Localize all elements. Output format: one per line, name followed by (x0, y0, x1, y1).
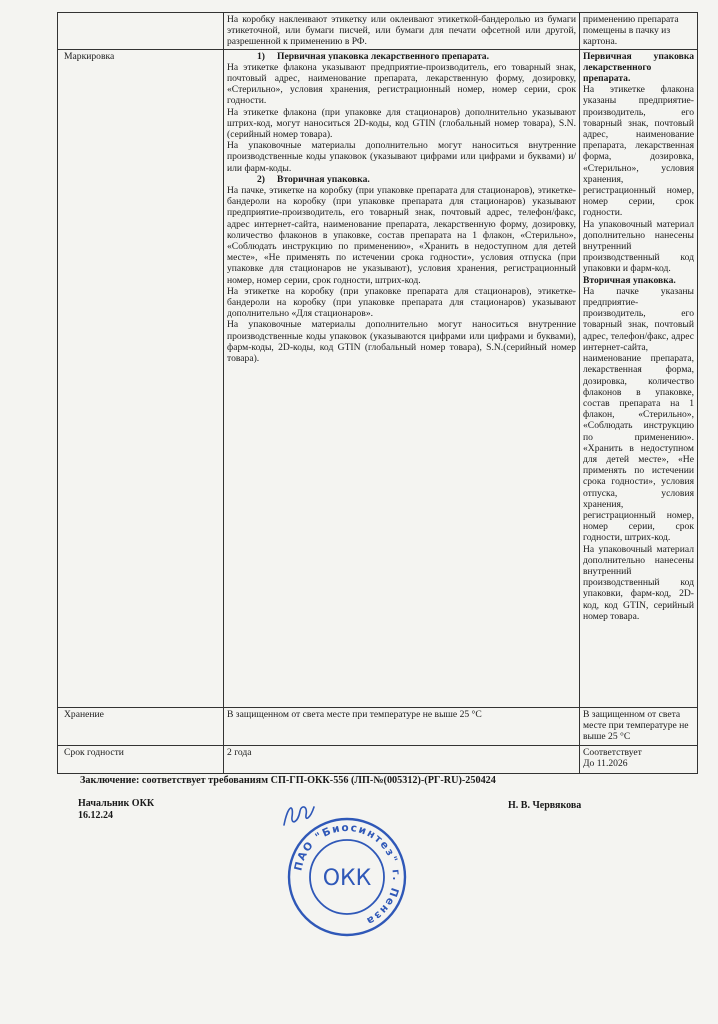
table-row-packaging-continued (58, 13, 698, 50)
stamp-ring-text: ПАО "Биосинтез" г. Пенза (292, 821, 403, 928)
marking-paragraph: На упаковочные материалы дополнительно могут наноситься внутренние производственные коды упаковок (указывают цифрами или цифрами и буквами) и/или фарм-коды. (227, 140, 576, 174)
okk-stamp (285, 815, 409, 939)
table-row-storage (58, 707, 698, 745)
specification-table (57, 12, 698, 774)
marking-paragraph: На этикетке флакона (при упаковке для стационаров) дополнительно указывают штрих-код, могут наноситься 2D-коды, код GTIN (глобальный номер товара), S.N.(серийный номер товара). (227, 106, 576, 141)
cell-storage-requirement: В защищенном от света месте при температуре не выше 25 °С (224, 707, 580, 745)
signer-name: Н. В. Червякова (508, 800, 582, 811)
marking-result-paragraph: На упаковочный материал дополнительно нанесены внутренний производственный код упаковки и фарм-код. (583, 218, 694, 275)
signature-date: 16.12.24 (78, 810, 113, 821)
cell-storage-result: В защищенном от света месте при температуре не выше 25 °С (580, 707, 698, 745)
cell-marking-result (580, 49, 698, 707)
table-row-shelf-life (58, 745, 698, 773)
marking-result-paragraph: На пачке указаны предприятие-производитель, его товарный знак, почтовый адрес, телефон/факс, адрес интернет-сайта, наименование препарата, лекарственная форма, дозировка, количество флаконов в упаковке, состав препарата на 1 флакон, «Стерильно», «Соблюдать инструкцию по применению». «Хранить в недоступном для детей месте», «Не применять по истечении срока годности», условия отпуска, условия хранения, регистрационный номер, номер серии, срок годности, штрих-код. (583, 285, 694, 544)
cell-packaging-requirement: На коробку наклеивают этикетку или оклеивают этикеткой-бандеролью из бумаги этикеточной, или бумаги писчей, или бумаги для печати офсетной или другой, разрешенной к применению в РФ. (224, 13, 580, 50)
cell-label-shelf-life: Срок годности (58, 745, 224, 773)
primary-packaging-heading: Первичная упаковка лекарственного препарата. (583, 50, 694, 85)
marking-paragraph: На упаковочные материалы дополнительно могут наноситься внутренние производственные коды упаковок (указываются цифрами или цифрами и буквами), фарм-коды, 2D-коды, код GTIN (глобальный номер товара), S.N.(серийный номер товара). (227, 319, 576, 365)
marking-paragraph: На этикетке на коробку (при упаковке препарата для стационаров), этикетке-бандероли на коробку (при упаковке препарата для стационаров) указывают дополнительно «Для стационаров». (227, 285, 576, 320)
cell-packaging-result: применению препарата помещены в пачку из картона. (580, 13, 698, 50)
table-row-marking (58, 49, 698, 707)
marking-paragraph: На пачке, этикетке на коробку (при упаковке препарата для стационаров), этикетке-бандероли на коробку (при упаковке препарата для стационаров) указывают предприятие-производитель, его товарный знак, почтовый адрес, телефон/факс, адрес интернет-сайта, наименование препарата, лекарственную форму, дозировку, количество флаконов в упаковке, состав препарата на 1 флакон, «Стерильно», «Соблюдать инструкцию по применению», «Хранить в недоступном для детей месте», «Не применять по истечении срока годности», условия отпуска (при упаковке для стационаров не указывают), условия хранения, регистрационный номер, номер серии, срок годности, штрих-код. (227, 185, 576, 286)
primary-packaging-heading: 1) Первичная упаковка лекарственного препарата. (257, 50, 489, 62)
cell-marking-requirement (224, 49, 580, 707)
marking-result-paragraph: На этикетке флакона указаны предприятие-производитель, его товарный знак, почтовый адрес, наименование препарата, лекарственная форма, дозировка, «Стерильно», условия хранения, регистрационный номер, номер серии, срок годности. (583, 84, 694, 219)
signer-position: Начальник ОКК (78, 798, 155, 809)
shelf-life-result-line: Соответствует (583, 746, 642, 758)
cell-shelf-life-result (580, 745, 698, 773)
cell-label-marking: Маркировка (58, 49, 224, 707)
cell-label-empty (58, 13, 224, 50)
cell-shelf-life-requirement: 2 года (224, 745, 580, 773)
secondary-packaging-heading: Вторичная упаковка. (583, 274, 676, 286)
conclusion-text: Заключение: соответствует требованиям СП-ГП-ОКК-556 (ЛП-№(005312)-(РГ-RU)-250424 (80, 775, 496, 786)
marking-result-paragraph: На упаковочный материал дополнительно нанесены внутренний производственный код упаковки, фарм-код, 2D-код, код GTIN, серийный номер товара. (583, 543, 694, 622)
stamp-center-text: ОКК (322, 866, 372, 891)
secondary-packaging-heading: 2) Вторичная упаковка. (257, 173, 370, 185)
shelf-life-result-line: До 11.2026 (583, 757, 628, 769)
cell-label-storage: Хранение (58, 707, 224, 745)
marking-paragraph: На этикетке флакона указывают предприятие-производитель, его товарный знак, почтовый адрес, наименование препарата, лекарственную форму, дозировку, «Стерильно», условия хранения, регистрационный номер, номер серии, срок годности. (227, 61, 576, 107)
